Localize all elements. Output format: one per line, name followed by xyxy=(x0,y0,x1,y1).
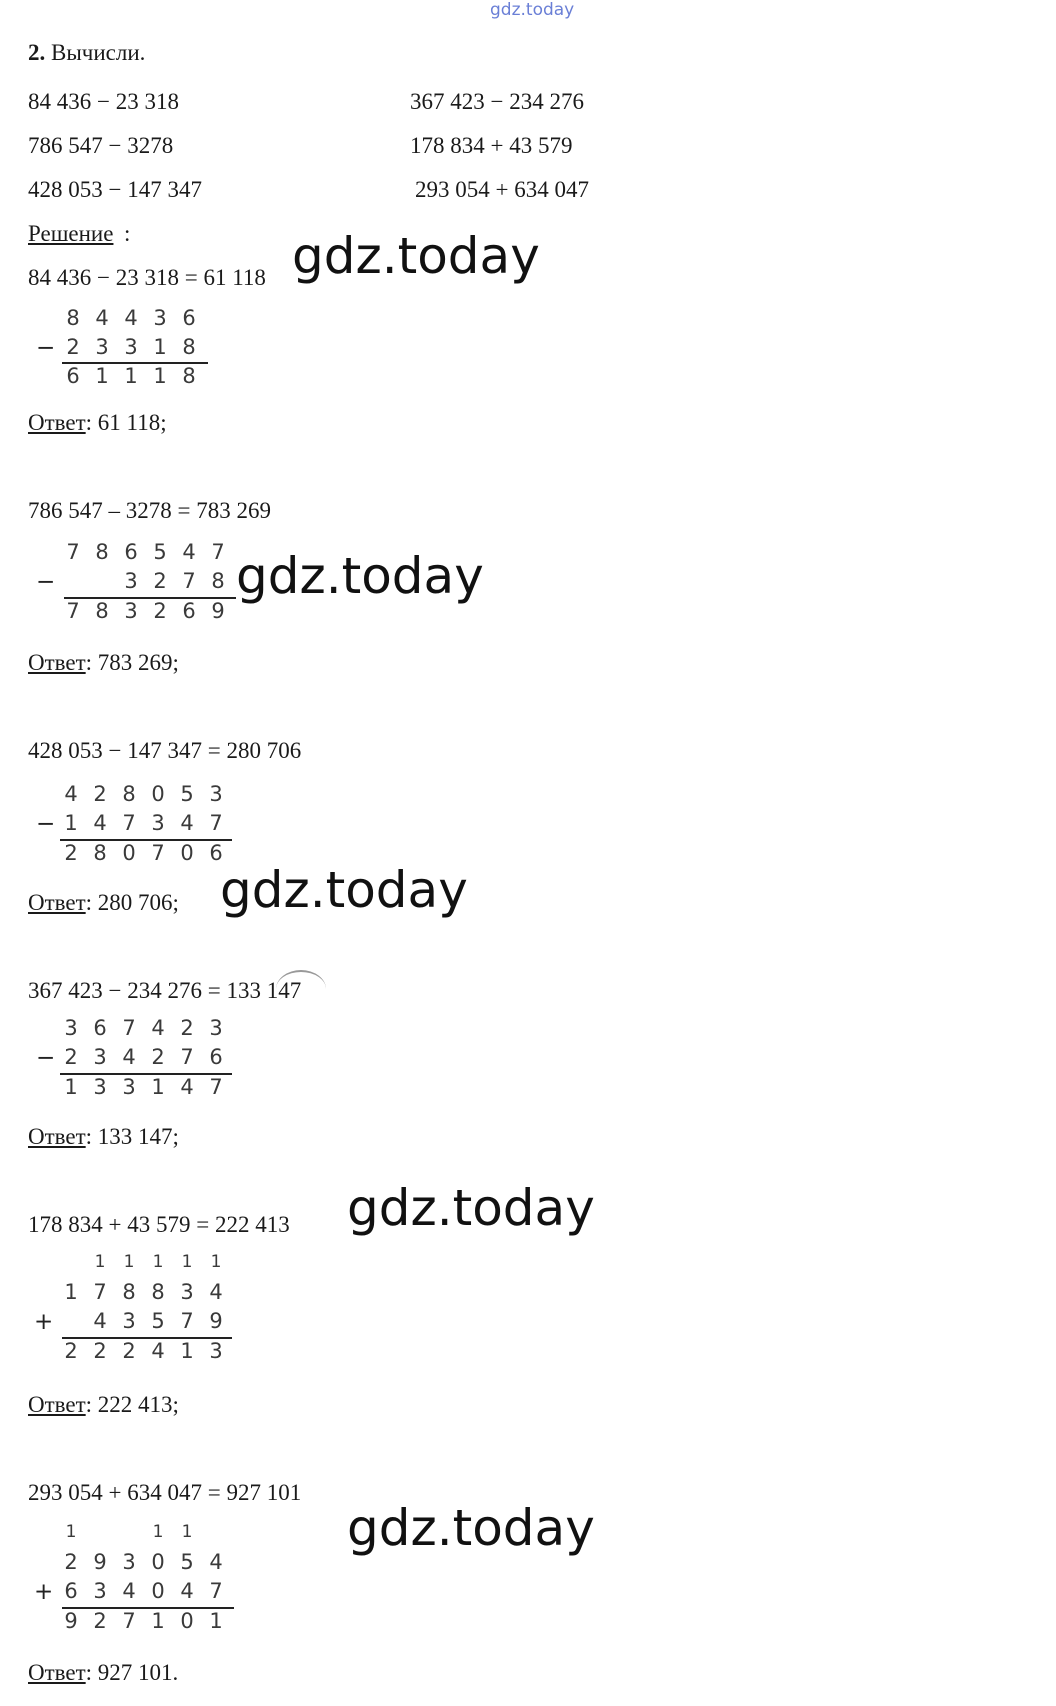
watermark-5: gdz.today xyxy=(347,1499,595,1557)
digit: 0 xyxy=(151,782,165,806)
digit: 2 xyxy=(122,1339,136,1363)
task-title: Вычисли. xyxy=(51,40,146,65)
digit: 5 xyxy=(180,782,194,806)
solution-4-equation: 367 423 − 234 276 = 133 147 xyxy=(28,978,302,1003)
task-heading xyxy=(28,40,145,66)
digit: 4 xyxy=(95,306,109,330)
digit: 6 xyxy=(182,306,196,330)
digit: 0 xyxy=(180,841,194,865)
digit: 1 xyxy=(124,364,138,388)
answer-value: : 280 706; xyxy=(85,890,179,915)
solution-5-sign: + xyxy=(34,1309,54,1335)
digit: 1 xyxy=(64,811,78,835)
digit: 1 xyxy=(64,1075,78,1099)
digit: 2 xyxy=(64,841,78,865)
digit: 3 xyxy=(93,1579,107,1603)
digit: 9 xyxy=(209,1309,223,1333)
answer-label: Ответ xyxy=(28,890,86,915)
digit: 8 xyxy=(182,335,196,359)
exercise-right-3: 293 054 + 634 047 xyxy=(415,177,589,202)
digit: 1 xyxy=(209,1609,223,1633)
digit: 1 xyxy=(95,364,109,388)
digit: 4 xyxy=(151,1339,165,1363)
digit: 1 xyxy=(64,1280,78,1304)
solution-1-answer xyxy=(28,410,167,436)
digit: 4 xyxy=(93,1309,107,1333)
solution-2-answer xyxy=(28,650,179,676)
digit: 0 xyxy=(122,841,136,865)
digit: 3 xyxy=(153,306,167,330)
digit: 4 xyxy=(151,1016,165,1040)
digit: 2 xyxy=(151,1045,165,1069)
digit: 7 xyxy=(93,1280,107,1304)
digit: 7 xyxy=(209,811,223,835)
carry-digit: 1 xyxy=(152,1252,164,1272)
digit: 6 xyxy=(209,841,223,865)
answer-label: Ответ xyxy=(28,1124,86,1149)
digit: 7 xyxy=(122,1016,136,1040)
digit: 7 xyxy=(151,841,165,865)
digit: 6 xyxy=(93,1016,107,1040)
carry-digit: 1 xyxy=(181,1522,193,1542)
digit: 1 xyxy=(151,1609,165,1633)
digit: 2 xyxy=(93,1339,107,1363)
digit: 2 xyxy=(153,599,167,623)
digit: 8 xyxy=(95,540,109,564)
solution-4-sign: − xyxy=(36,1045,56,1071)
solution-label: Решение xyxy=(28,221,114,246)
solution-1-sign: − xyxy=(36,335,56,361)
digit: 2 xyxy=(64,1045,78,1069)
digit: 4 xyxy=(64,782,78,806)
task-number: 2. xyxy=(28,40,46,65)
digit: 3 xyxy=(209,782,223,806)
digit: 8 xyxy=(182,364,196,388)
solution-6-equation: 293 054 + 634 047 = 927 101 xyxy=(28,1480,302,1505)
digit: 4 xyxy=(180,1579,194,1603)
watermark-1: gdz.today xyxy=(292,227,540,285)
digit: 0 xyxy=(180,1609,194,1633)
watermark-3: gdz.today xyxy=(220,861,468,919)
digit: 7 xyxy=(209,1075,223,1099)
digit: 3 xyxy=(122,1550,136,1574)
solution-5-column xyxy=(34,1252,254,1372)
digit: 0 xyxy=(151,1579,165,1603)
answer-label: Ответ xyxy=(28,1660,86,1685)
answer-value: : 133 147; xyxy=(85,1124,179,1149)
solution-2-column xyxy=(34,540,254,630)
digit: 6 xyxy=(209,1045,223,1069)
digit: 1 xyxy=(153,364,167,388)
digit: 3 xyxy=(180,1280,194,1304)
digit: 7 xyxy=(211,540,225,564)
solution-3-sign: − xyxy=(36,811,56,837)
digit: 3 xyxy=(93,1075,107,1099)
digit: 3 xyxy=(122,1309,136,1333)
exercise-right-2: 178 834 + 43 579 xyxy=(410,133,573,158)
digit: 4 xyxy=(122,1579,136,1603)
answer-value: : 783 269; xyxy=(85,650,179,675)
exercise-left-3: 428 053 − 147 347 xyxy=(28,177,202,202)
solution-2-equation: 786 547 – 3278 = 783 269 xyxy=(28,498,271,523)
digit: 4 xyxy=(122,1045,136,1069)
digit: 6 xyxy=(124,540,138,564)
digit: 7 xyxy=(209,1579,223,1603)
digit: 8 xyxy=(151,1280,165,1304)
carry-digit: 1 xyxy=(210,1252,222,1272)
solution-4-answer xyxy=(28,1124,179,1150)
solution-colon: : xyxy=(124,221,131,246)
digit: 5 xyxy=(151,1309,165,1333)
digit: 9 xyxy=(93,1550,107,1574)
digit: 2 xyxy=(93,782,107,806)
carry-digit: 1 xyxy=(181,1252,193,1272)
digit: 3 xyxy=(209,1016,223,1040)
solution-3-equation: 428 053 − 147 347 = 280 706 xyxy=(28,738,302,763)
answer-label: Ответ xyxy=(28,1392,86,1417)
digit: 2 xyxy=(153,569,167,593)
digit: 3 xyxy=(93,1045,107,1069)
solution-3-column xyxy=(34,782,254,872)
digit: 6 xyxy=(66,364,80,388)
solution-4-column xyxy=(34,1016,254,1106)
digit: 2 xyxy=(66,335,80,359)
digit: 3 xyxy=(95,335,109,359)
exercise-left-2: 786 547 − 3278 xyxy=(28,133,174,158)
digit: 7 xyxy=(66,540,80,564)
digit: 4 xyxy=(209,1550,223,1574)
pencil-mark xyxy=(276,970,326,1008)
digit: 7 xyxy=(66,599,80,623)
digit: 8 xyxy=(66,306,80,330)
digit: 1 xyxy=(180,1339,194,1363)
carry-digit: 1 xyxy=(65,1522,77,1542)
digit: 4 xyxy=(180,1075,194,1099)
digit: 4 xyxy=(182,540,196,564)
answer-value: : 927 101. xyxy=(85,1660,179,1685)
digit: 3 xyxy=(124,335,138,359)
digit: 3 xyxy=(151,811,165,835)
exercise-left-1: 84 436 − 23 318 xyxy=(28,89,179,114)
digit: 2 xyxy=(93,1609,107,1633)
digit: 5 xyxy=(153,540,167,564)
watermark-4: gdz.today xyxy=(347,1179,595,1237)
digit: 3 xyxy=(124,599,138,623)
watermark-top: gdz.today xyxy=(490,0,575,20)
solution-2-sign: − xyxy=(36,569,56,595)
digit: 9 xyxy=(211,599,225,623)
answer-label: Ответ xyxy=(28,650,86,675)
solution-6-column xyxy=(34,1522,254,1642)
digit: 9 xyxy=(64,1609,78,1633)
digit: 8 xyxy=(122,1280,136,1304)
digit: 7 xyxy=(180,1309,194,1333)
digit: 4 xyxy=(180,811,194,835)
digit: 8 xyxy=(211,569,225,593)
answer-label: Ответ xyxy=(28,410,86,435)
digit: 6 xyxy=(182,599,196,623)
digit: 0 xyxy=(151,1550,165,1574)
solution-6-answer xyxy=(28,1660,178,1686)
digit: 4 xyxy=(209,1280,223,1304)
digit: 2 xyxy=(180,1016,194,1040)
carry-digit: 1 xyxy=(123,1252,135,1272)
digit: 6 xyxy=(64,1579,78,1603)
digit: 3 xyxy=(209,1339,223,1363)
digit: 3 xyxy=(124,569,138,593)
digit: 4 xyxy=(93,811,107,835)
solution-3-answer xyxy=(28,890,179,916)
digit: 3 xyxy=(64,1016,78,1040)
answer-value: : 61 118; xyxy=(85,410,167,435)
digit: 1 xyxy=(153,335,167,359)
carry-digit: 1 xyxy=(152,1522,164,1542)
digit: 4 xyxy=(124,306,138,330)
digit: 7 xyxy=(122,1609,136,1633)
digit: 1 xyxy=(151,1075,165,1099)
digit: 2 xyxy=(64,1339,78,1363)
digit: 7 xyxy=(122,811,136,835)
digit: 3 xyxy=(122,1075,136,1099)
solution-5-answer xyxy=(28,1392,179,1418)
digit: 8 xyxy=(95,599,109,623)
carry-digit: 1 xyxy=(94,1252,106,1272)
digit: 8 xyxy=(93,841,107,865)
solution-5-equation: 178 834 + 43 579 = 222 413 xyxy=(28,1212,290,1237)
watermark-2: gdz.today xyxy=(236,547,484,605)
solution-6-sign: + xyxy=(34,1579,54,1605)
digit: 5 xyxy=(180,1550,194,1574)
digit: 7 xyxy=(180,1045,194,1069)
solution-1-equation: 84 436 − 23 318 = 61 118 xyxy=(28,265,266,290)
solution-1-column xyxy=(34,306,234,396)
digit: 2 xyxy=(64,1550,78,1574)
exercise-right-1: 367 423 − 234 276 xyxy=(410,89,584,114)
answer-value: : 222 413; xyxy=(85,1392,179,1417)
digit: 8 xyxy=(122,782,136,806)
digit: 7 xyxy=(182,569,196,593)
